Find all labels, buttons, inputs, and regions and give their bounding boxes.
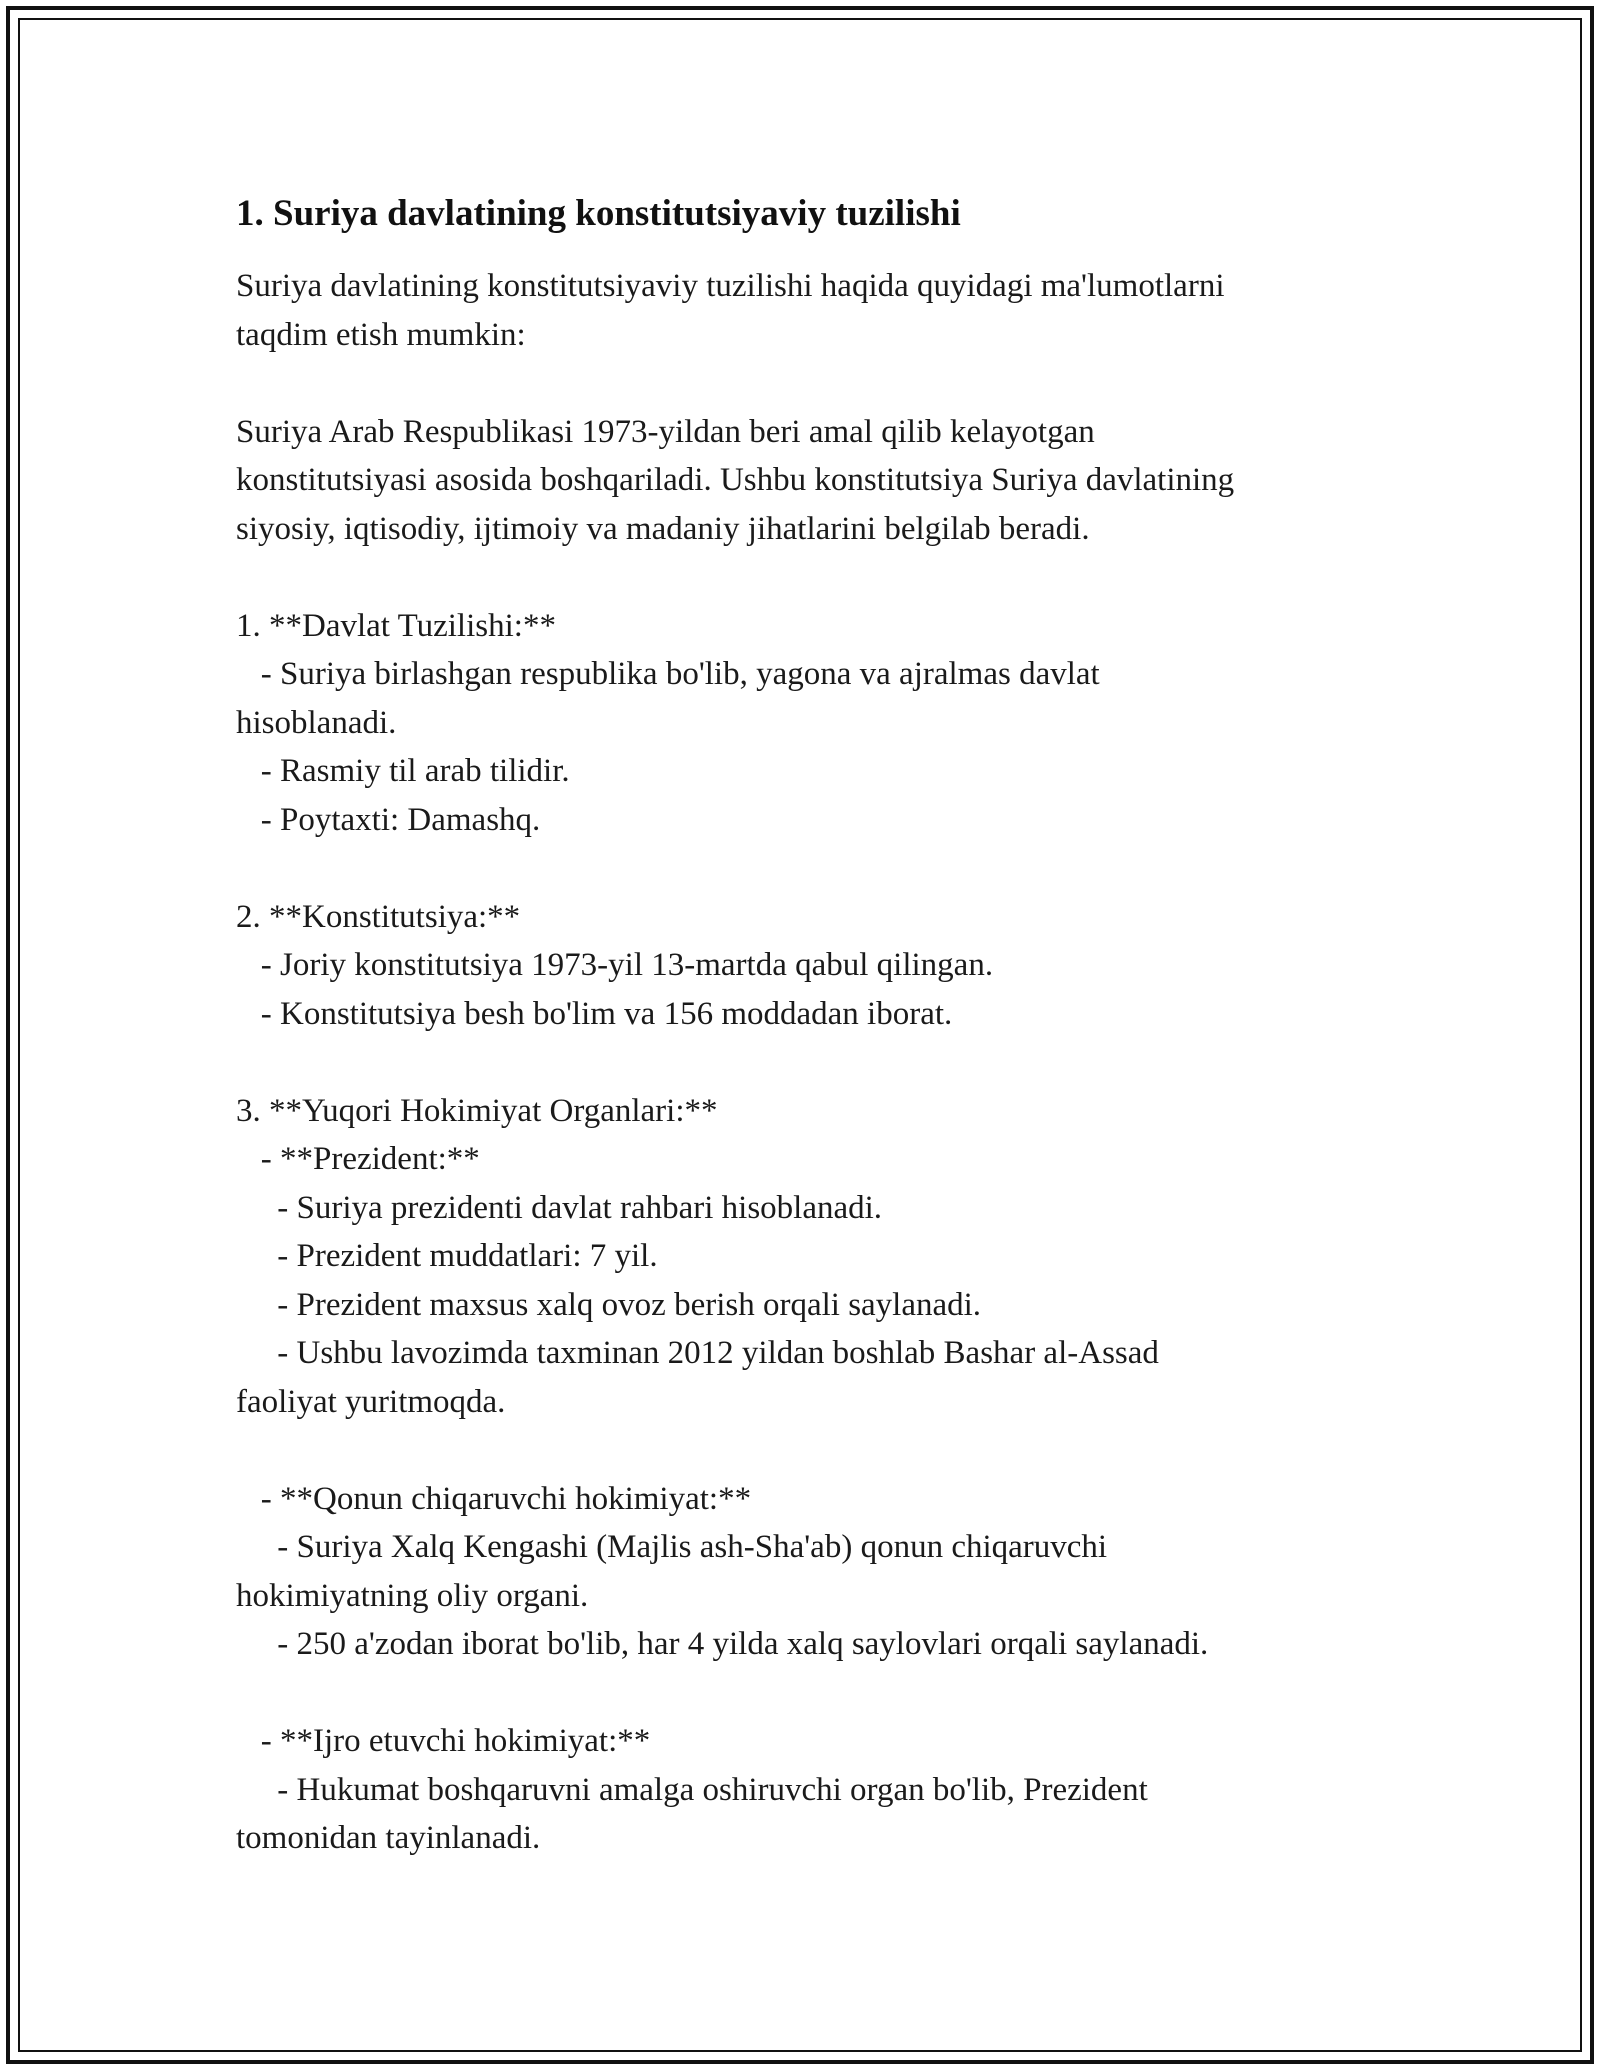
body-text: Suriya davlatining konstitutsiyaviy tuzilishi haqida quyidagi ma'lumotlarni taqdim etish mumkin: Suriya Arab Respublikasi 1973-yildan beri amal qilib kelayotgan konstitutsiyasi asosida boshqariladi. Ushbu konstitutsiya Suriya davlatining siyosiy, iqtisodiy, ijtimoiy va madaniy jihatlarini belgilab beradi. 1. **Davlat Tuzilishi:** - Suriya birlashgan respublika bo'lib, yagona va ajralmas davlat hisoblanadi. - Rasmiy til arab tilidir. - Poytaxti: Damashq. 2. **Konstitutsiya:** - Joriy konstitutsiya 1973-yil 13-martda qabul qilingan. - Konstitutsiya besh bo'lim va 156 moddadan iborat. 3. **Yuqori Hokimiyat Organlari:** - **Prezident:** - Suriya prezidenti davlat rahbari hisoblanadi. - Prezident muddatlari: 7 yil. - Prezident maxsus xalq ovoz berish orqali saylanadi. - Ushbu lavozimda taxminan 2012 yildan boshlab Bashar al-Assad faoliyat yuritmoqda. - **Qonun chiqaruvchi hokimiyat:** - Suriya Xalq Kengashi (Majlis ash-Sha'ab) qonun chiqaruvchi hokimiyatning oliy organi. - 250 a'zodan iborat bo'lib, har 4 yilda xalq saylovlari orqali saylanadi. - **Ijro etuvchi hokimiyat:** - Hukumat boshqaruvni amalga oshiruvchi organ bo'lib, Prezident tomonidan tayinlanadi. bbox=[236, 268, 1235, 1856]
document-content bbox=[236, 188, 1376, 1863]
section-heading: 1. Suriya davlatining konstitutsiyaviy tuzilishi bbox=[236, 193, 961, 234]
